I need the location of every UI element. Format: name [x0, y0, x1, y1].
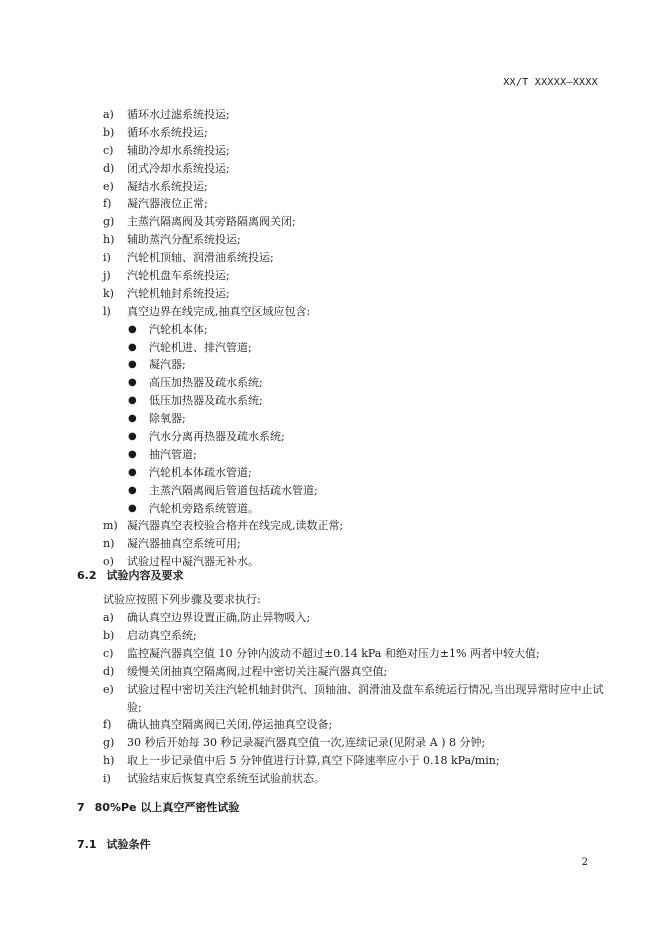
list-item — [103, 645, 608, 663]
section-title: 试验条件 — [106, 838, 151, 851]
list-item-text: 30 秒后开始每 30 秒记录凝汽器真空值一次,连续记录(见附录 A ) 8 分钟; — [127, 736, 486, 750]
list-marker: e) — [103, 682, 114, 696]
list-item-text: 凝结水系统投运; — [127, 179, 208, 193]
bullet-item-text: 低压加热器及疏水系统; — [149, 394, 263, 408]
bullet-dot: ● — [128, 323, 137, 335]
list-marker: d) — [103, 161, 115, 175]
list-item — [103, 663, 608, 681]
list-marker: l) — [103, 304, 111, 318]
section-number: 7.1 — [77, 838, 97, 851]
list-item-text: 确认抽真空隔离阀已关闭,停运抽真空设备; — [127, 718, 333, 732]
list-marker: i) — [103, 772, 111, 786]
list-marker: a) — [103, 611, 114, 624]
list-item — [103, 734, 608, 752]
list-item — [103, 770, 608, 788]
bullet-item-text: 汽轮机本体; — [149, 322, 208, 336]
list-marker: f) — [103, 197, 112, 211]
list-marker: b) — [103, 125, 115, 139]
bullet-item-text: 汽轮机进、排汽管道; — [149, 340, 252, 354]
list-marker: n) — [103, 537, 115, 551]
bullet-item-text: 抽汽管道; — [149, 447, 197, 461]
list-marker: g) — [103, 736, 115, 750]
list-item-text: 确认真空边界设置正确,防止异物吸入; — [127, 611, 311, 624]
list-item-text: 启动真空系统; — [127, 628, 197, 642]
list-marker: c) — [103, 646, 114, 660]
list-item — [103, 681, 608, 717]
list-item-text: 取上一步记录值中后 5 分钟值进行计算,真空下降速率应小于 0.18 kPa/min; — [127, 754, 500, 768]
step-list — [103, 609, 608, 788]
bullet-item-text: 汽水分离再热器及疏水系统; — [149, 430, 285, 444]
section-heading-7-1 — [77, 836, 151, 852]
list-item — [103, 752, 608, 770]
list-item-text: 汽轮机盘车系统投运; — [127, 269, 230, 283]
list-marker: m) — [103, 519, 118, 533]
list-item-text: 监控凝汽器真空值 10 分钟内波动不超过±0.14 kPa 和绝对压力±1% 两者中较大值; — [127, 646, 540, 660]
list-marker: g) — [103, 215, 115, 229]
bullet-item-text: 汽轮机旁路系统管道。 — [149, 501, 259, 515]
bullet-dot: ● — [128, 484, 137, 496]
list-marker: d) — [103, 664, 115, 678]
document-code: XX/T XXXXX—XXXX — [503, 77, 598, 88]
bullet-item-text: 凝汽器; — [149, 358, 186, 372]
section-title: 试验内容及要求 — [106, 569, 184, 582]
bullet-dot: ● — [128, 359, 137, 371]
section-number: 7 — [77, 801, 85, 814]
list-item-text: 凝汽器液位正常; — [127, 197, 208, 211]
list-item-text: 试验结束后恢复真空系统至试验前状态。 — [127, 772, 325, 786]
bullet-dot: ● — [128, 502, 137, 514]
list-item — [103, 609, 608, 627]
bullet-dot: ● — [128, 413, 137, 425]
bullet-dot: ● — [128, 448, 137, 460]
list-item-text: 汽轮机顶轴、润滑油系统投运; — [127, 251, 274, 265]
list-marker: b) — [103, 628, 115, 642]
list-item-text: 真空边界在线完成,抽真空区域应包含: — [127, 304, 311, 318]
list-marker: a) — [103, 108, 114, 121]
section-number: 6.2 — [77, 569, 97, 582]
list-item — [103, 627, 608, 645]
list-item-text: 试验过程中凝汽器无补水。 — [127, 555, 259, 569]
bullet-dot: ● — [128, 466, 137, 478]
bullet-item-text: 汽轮机本体疏水管道; — [149, 465, 252, 479]
list-item-text: 试验过程中密切关注汽轮机轴封供汽、顶轴油、润滑油及盘车系统运行情况,当出现异常时应中止试验; — [127, 682, 604, 714]
bullet-item-text: 主蒸汽隔离阀后管道包括疏水管道; — [149, 483, 318, 497]
list-item-text: 闭式冷却水系统投运; — [127, 161, 230, 175]
list-item-text: 循环水系统投运; — [127, 125, 208, 139]
page-number: 2 — [581, 857, 588, 868]
section-title: 80%Pe 以上真空严密性试验 — [94, 801, 240, 814]
section-intro: 试验应按照下列步骤及要求执行: — [103, 593, 261, 606]
list-marker: h) — [103, 233, 115, 247]
list-item-text: 凝汽器真空表校验合格并在线完成,读数正常; — [127, 519, 344, 533]
bullet-item-text: 高压加热器及疏水系统; — [149, 376, 263, 390]
list-item-text: 缓慢关闭抽真空隔离阀,过程中密切关注凝汽器真空值; — [127, 664, 388, 678]
bullet-dot: ● — [128, 377, 137, 389]
list-item-text: 辅助冷却水系统投运; — [127, 143, 230, 157]
list-marker: i) — [103, 251, 111, 265]
list-marker: e) — [103, 179, 114, 193]
list-marker: k) — [103, 286, 114, 300]
list-marker: c) — [103, 143, 114, 157]
list-item-text: 辅助蒸汽分配系统投运; — [127, 233, 241, 247]
list-marker: f) — [103, 718, 112, 732]
section-heading-7 — [77, 799, 239, 815]
list-item-text: 凝汽器抽真空系统可用; — [127, 537, 241, 551]
list-marker: j) — [103, 269, 111, 283]
list-item-text: 汽轮机轴封系统投运; — [127, 286, 230, 300]
bullet-dot: ● — [128, 341, 137, 353]
list-item — [103, 716, 608, 734]
section-heading-6-2 — [77, 567, 184, 583]
bullet-dot: ● — [128, 395, 137, 407]
bullet-item-text: 除氧器; — [149, 412, 186, 426]
list-item-text: 主蒸汽隔离阀及其旁路隔离阀关闭; — [127, 215, 296, 229]
list-marker: o) — [103, 555, 114, 569]
bullet-dot: ● — [128, 431, 137, 443]
list-item-text: 循环水过滤系统投运; — [127, 108, 230, 121]
list-marker: h) — [103, 754, 115, 768]
